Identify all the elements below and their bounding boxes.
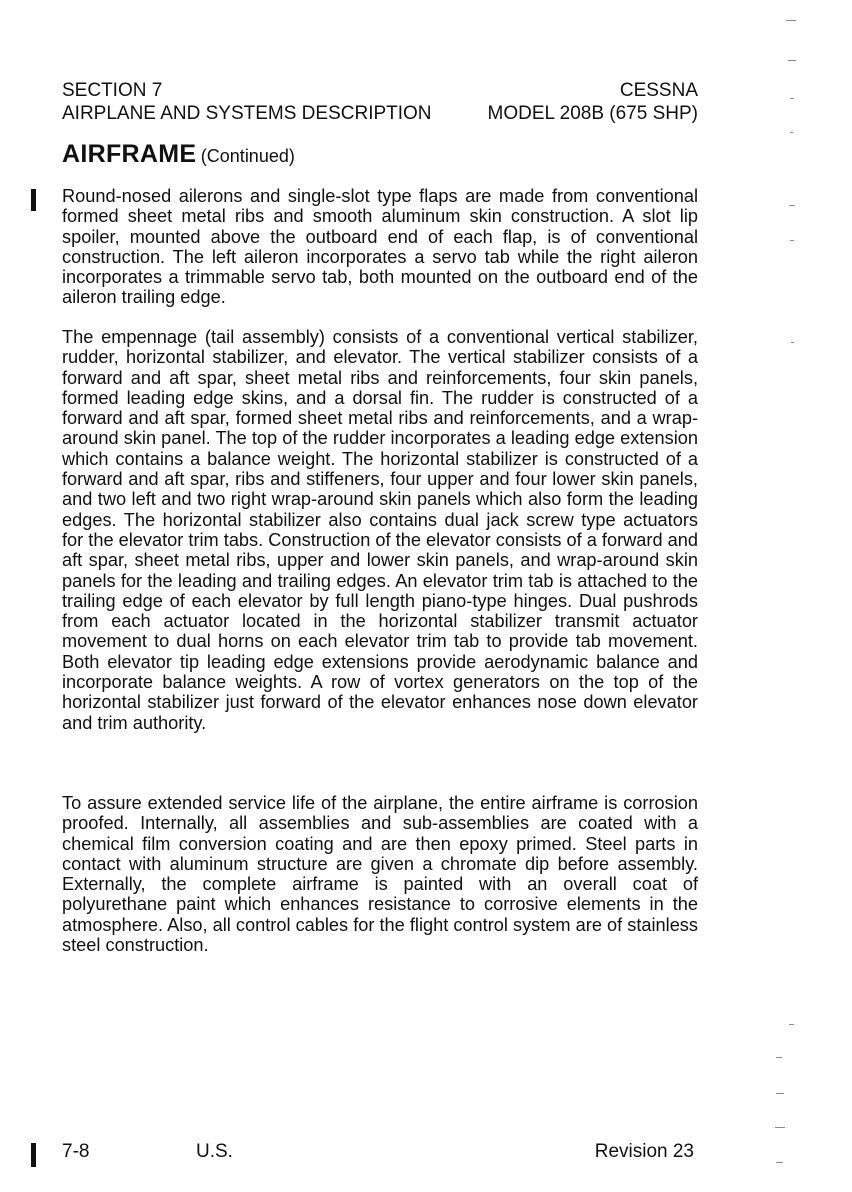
heading-main: AIRFRAME <box>62 140 197 168</box>
page-heading <box>62 140 295 169</box>
paragraph-ailerons-flaps: Round-nosed ailerons and single-slot type flaps are made from conventional formed sheet metal ribs and smooth aluminum skin construction. A slot lip spoiler, mounted above the outboard end of each flap, is of conventional construction. The left aileron incorporates a servo tab while the right aileron incorporates a trimmable servo tab, both mounted on the outboard end of the aileron trailing edge. <box>62 186 698 308</box>
model-designation: MODEL 208B (675 SHP) <box>487 103 698 124</box>
manufacturer: CESSNA <box>619 80 698 101</box>
edition-label: U.S. <box>196 1141 233 1162</box>
page-number: 7-8 <box>62 1141 90 1162</box>
revision-bar-footer <box>31 1143 36 1167</box>
heading-suffix: (Continued) <box>200 146 295 166</box>
revision-bar <box>31 189 36 211</box>
revision-label: Revision 23 <box>594 1141 694 1162</box>
section-number: SECTION 7 <box>62 80 163 101</box>
paragraph-corrosion: To assure extended service life of the airplane, the entire airframe is corrosion proofed. Internally, all assemblies and sub-assemblies are coated with a chemical film conversion coating and are then epoxy primed. Steel parts in contact with aluminum structure are given a chromate dip before assembly. Externally, the complete airframe is painted with an overall coat of polyurethane paint which enhances resistance to corrosive elements in the atmosphere. Also, all control cables for the flight control system are of stainless steel construction. <box>62 793 698 956</box>
section-title: AIRPLANE AND SYSTEMS DESCRIPTION <box>62 103 432 124</box>
paragraph-empennage: The empennage (tail assembly) consists of a conventional vertical stabilizer, rudder, horizontal stabilizer, and elevator. The vertical stabilizer consists of a forward and aft spar, sheet metal ribs and reinforcements, four skin panels, formed leading edge skins, and a dorsal fin. The rudder is constructed of a forward and aft spar, formed sheet metal ribs and reinforcements, and a wrap-around skin panel. The top of the rudder incorporates a leading edge extension which contains a balance weight. The horizontal stabilizer is constructed of a forward and aft spar, ribs and stiffeners, four upper and four lower skin panels, and two left and two right wrap-around skin panels which also form the leading edges. The horizontal stabilizer also contains dual jack screw type actuators for the elevator trim tabs. Construction of the elevator consists of a forward and aft spar, sheet metal ribs, upper and lower skin panels, and wrap-around skin panels for the leading and trailing edges. An elevator trim tab is attached to the trailing edge of each elevator by full length piano-type hinges. Dual pushrods from each actuator located in the horizontal stabilizer transmit actuator movement to dual horns on each elevator trim tab to provide tab movement. Both elevator tip leading edge extensions provide aerodynamic balance and incorporate balance weights. A row of vortex generators on the top of the horizontal stabilizer just forward of the elevator enhances nose down elevator and trim authority. <box>62 327 698 733</box>
